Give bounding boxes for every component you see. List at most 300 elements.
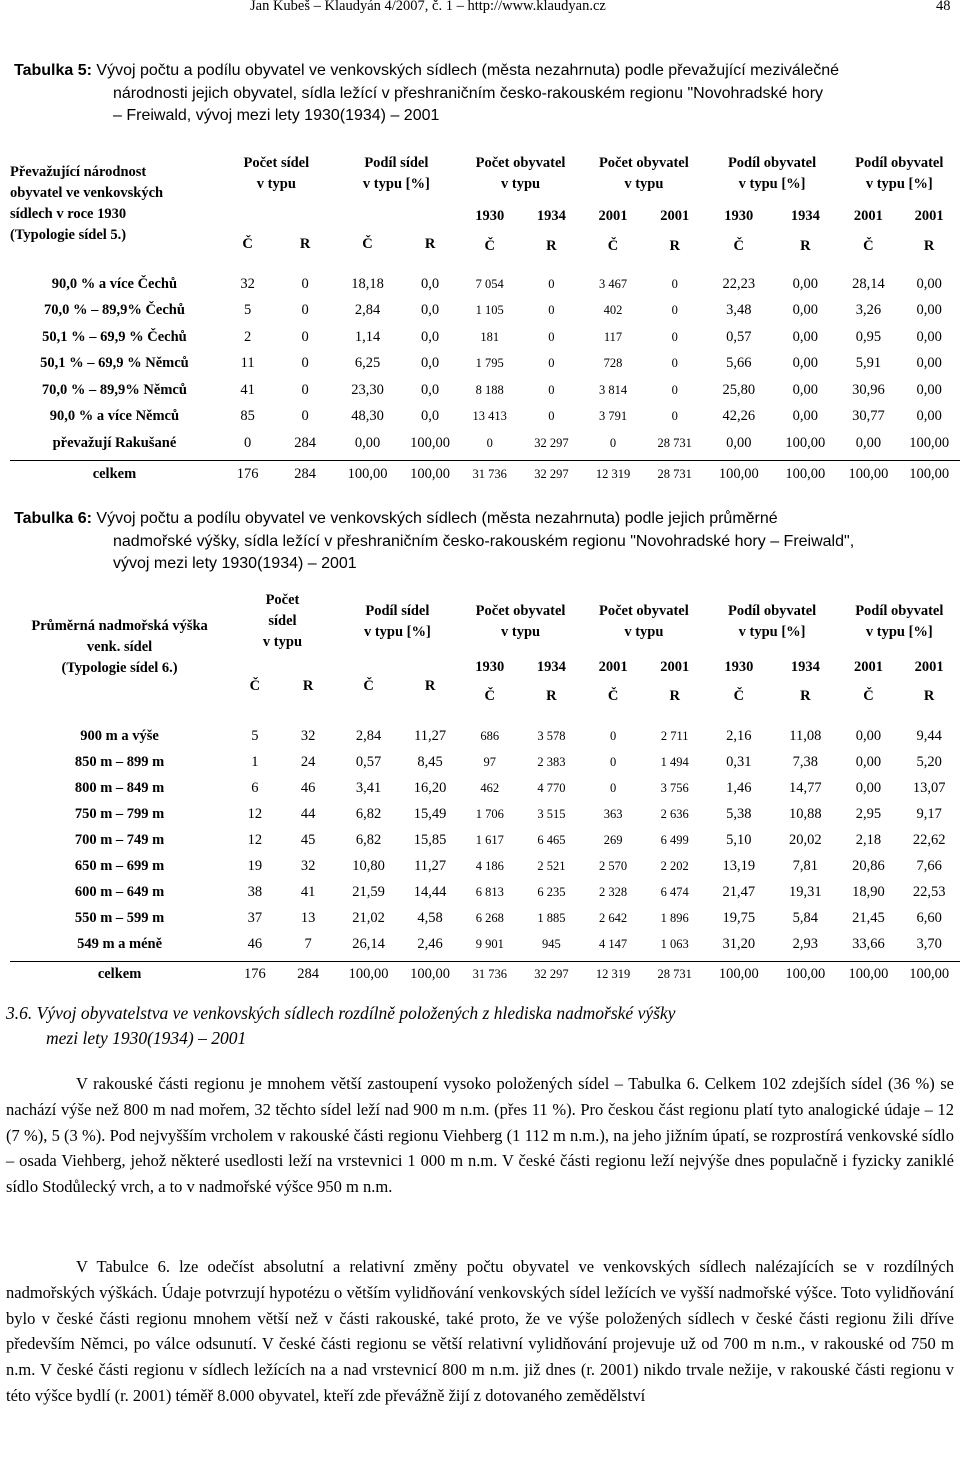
table-cell: 0 [548, 276, 555, 291]
table6-caption-line: vývoj mezi lety 1930(1934) – 2001 [113, 555, 357, 572]
table-cell: 2 521 [537, 858, 566, 873]
table-cell: 5,38 [726, 805, 752, 822]
table-cell: 7,38 [792, 753, 819, 770]
table-cell: 0,00 [855, 779, 882, 796]
corner-line: sídlech v roce 1930 [10, 206, 127, 222]
table-cell: 6 474 [660, 884, 689, 899]
table-cell: 0 [548, 356, 555, 371]
table-cell: 0,0 [421, 408, 440, 425]
table-cell: 18,90 [852, 883, 885, 900]
table-cell: 5,84 [792, 909, 819, 926]
table-row [10, 801, 960, 827]
table-cell: 100,00 [785, 965, 826, 982]
table-cell: 6 235 [537, 884, 566, 899]
table-row [10, 827, 960, 853]
table-cell: 5,20 [916, 753, 942, 770]
table-cell: 100,00 [909, 434, 950, 451]
table-cell: 2,16 [726, 727, 752, 744]
table6-caption [14, 508, 944, 576]
table-cell: 363 [603, 806, 623, 821]
year-cell: 2001 [853, 658, 883, 675]
code-cell: R [800, 687, 811, 704]
table-cell: 100,00 [785, 434, 826, 451]
table-cell: 37 [247, 909, 263, 926]
table-cell: 26,14 [352, 935, 385, 952]
table-cell: 2 202 [660, 858, 689, 873]
code-cell: R [424, 678, 436, 694]
table-cell: 100,00 [410, 965, 451, 982]
table-cell: 1 896 [660, 910, 689, 925]
table-cell: 6,60 [916, 909, 942, 926]
table-cell: 0 [671, 303, 678, 318]
table-cell: 32 297 [534, 435, 569, 450]
table-cell: 2,84 [355, 727, 382, 744]
table-cell: 284 [297, 965, 320, 982]
table-cell: 0,00 [792, 302, 818, 319]
table-row [10, 723, 960, 749]
table-cell: 0,0 [421, 381, 440, 398]
row-label: 800 m – 849 m [74, 779, 165, 796]
table-cell: 181 [480, 329, 500, 344]
table-cell: 728 [603, 356, 623, 371]
table-row [10, 271, 960, 298]
table-cell: 32 [240, 275, 255, 292]
row-label: 700 m – 749 m [74, 831, 165, 848]
year-cell: 2001 [598, 208, 628, 224]
table-row [10, 775, 960, 801]
table-cell: 12 [247, 831, 263, 848]
table-cell: 5 [243, 302, 252, 319]
code-cell: R [923, 237, 935, 254]
table-cell: 100,00 [909, 965, 950, 982]
corner-line: Převažující národnost [10, 164, 147, 180]
table-cell: 10,88 [789, 805, 822, 822]
table-cell: 22,62 [912, 831, 946, 848]
group-header: Počet sídel v typu [262, 592, 303, 650]
table-cell: 7,81 [792, 857, 819, 874]
table-cell: 5,91 [855, 355, 882, 372]
table-cell: 176 [243, 965, 266, 982]
year-cell: 2001 [660, 208, 690, 224]
table-cell: 0,57 [726, 328, 752, 345]
year-cell: 1930 [475, 658, 505, 675]
table-row [10, 324, 960, 351]
table-cell: 269 [603, 832, 623, 847]
table5-caption-line: – Freiwald, vývoj mezi lety 1930(1934) – 2001 [113, 107, 440, 124]
table-cell: 15,85 [413, 831, 447, 848]
table-cell: 18,18 [351, 275, 384, 292]
table-cell: 3 515 [537, 806, 566, 821]
table-cell: 0,95 [855, 328, 882, 345]
corner-line: (Typologie sídel 6.) [61, 660, 178, 676]
row-label: 549 m a méně [77, 935, 163, 952]
table5-caption-line: Vývoj počtu a podílu obyvatel ve venkovských sídlech (města nezahrnuta) podle převažující meziválečné [96, 62, 840, 79]
table-cell: 0,00 [855, 727, 882, 744]
section-heading-line: 3.6. Vývoj obyvatelstva ve venkovských sídlech rozdílně položených z hlediska nadmořské výšky [6, 1003, 676, 1023]
table-cell: 0,00 [916, 408, 942, 425]
table-cell: 0,0 [421, 328, 440, 345]
table-cell: 0,0 [421, 302, 440, 319]
table-cell: 46 [247, 935, 263, 952]
year-cell: 1930 [724, 208, 754, 224]
table-cell: 20,02 [789, 831, 822, 848]
total-label: celkem [97, 965, 142, 982]
table-cell: 6,25 [354, 355, 381, 372]
table-cell: 33,66 [852, 935, 885, 952]
table-cell: 0 [671, 329, 678, 344]
table-cell: 21,45 [852, 909, 885, 926]
table-cell: 3 814 [598, 382, 628, 397]
table-cell: 2,18 [855, 831, 882, 848]
table-cell: 1,46 [726, 779, 752, 796]
code-cell: Č [249, 678, 261, 694]
table-cell: 0,00 [916, 381, 942, 398]
table-cell: 1 706 [475, 806, 504, 821]
code-cell: R [546, 237, 557, 254]
group-header: Počet obyvatel v typu [475, 155, 566, 192]
table-cell: 15,49 [413, 805, 447, 822]
table-cell: 2,46 [417, 935, 443, 952]
table6-body [10, 723, 960, 987]
table-cell: 21,59 [352, 883, 385, 900]
table-cell: 13 [300, 909, 316, 926]
table-cell: 48,30 [351, 408, 384, 425]
table-cell: 0 [243, 434, 252, 451]
group-header: Podíl obyvatel v typu [%] [855, 155, 944, 192]
year-cell: 1934 [536, 208, 566, 224]
table-cell: 0,00 [792, 408, 818, 425]
table-cell: 42,26 [722, 408, 756, 425]
row-label: převažují Rakušané [52, 434, 177, 451]
table-cell: 6 499 [660, 832, 689, 847]
table-row [10, 298, 960, 325]
table-cell: 1 [251, 753, 259, 770]
table-row [10, 905, 960, 931]
year-cell: 1930 [724, 658, 754, 675]
row-label: 50,1 % – 69,9 % Němců [40, 355, 189, 372]
table-cell: 3 467 [598, 276, 628, 291]
table-cell: 6 465 [537, 832, 566, 847]
row-label: 90,0 % a více Němců [49, 408, 180, 425]
table-cell: 10,80 [352, 857, 385, 874]
table-cell: 4 186 [475, 858, 504, 873]
table-cell: 1 617 [475, 832, 504, 847]
table-cell: 5 [251, 727, 259, 744]
code-cell: R [923, 687, 935, 704]
code-cell: R [800, 237, 811, 254]
table-cell: 0 [548, 303, 555, 318]
section-heading-line: mezi lety 1930(1934) – 2001 [46, 1028, 247, 1048]
table-cell: 945 [542, 936, 561, 951]
year-cell: 1930 [475, 208, 505, 224]
table-cell: 1 105 [475, 303, 504, 318]
table-cell: 0,0 [421, 355, 440, 372]
table-cell: 0,00 [916, 302, 942, 319]
table-cell: 11,27 [414, 727, 447, 744]
table-cell: 2 642 [599, 910, 628, 925]
table-cell: 4 147 [599, 936, 628, 951]
table-cell: 0,00 [855, 753, 882, 770]
table-cell: 45 [300, 831, 316, 848]
table-cell: 0 [609, 780, 617, 795]
table-cell: 100,00 [410, 434, 451, 451]
section-heading [6, 1001, 946, 1051]
row-label: 750 m – 799 m [74, 805, 165, 822]
table-cell: 176 [236, 465, 259, 482]
table6-caption-line: Vývoj počtu a podílu obyvatel ve venkovských sídlech (města nezahrnuta) podle jejich průměrné [96, 510, 778, 527]
group-header: Podíl sídel v typu [%] [362, 155, 430, 192]
group-header: Počet obyvatel v typu [598, 602, 689, 640]
table-cell: 13,19 [722, 857, 756, 874]
table-cell: 0,00 [792, 275, 818, 292]
table-cell: 19,75 [722, 909, 756, 926]
table-cell: 2,84 [354, 302, 381, 319]
code-cell: Č [362, 236, 373, 252]
table-cell: 3 791 [598, 409, 628, 424]
table-cell: 28 731 [657, 435, 692, 450]
table-cell: 0,00 [855, 434, 882, 451]
table-row [10, 879, 960, 905]
table-cell: 2 383 [537, 754, 566, 769]
table-cell: 5,10 [726, 831, 752, 848]
table-cell: 100,00 [718, 465, 759, 482]
table-cell: 100,00 [348, 965, 389, 982]
table-cell: 25,80 [722, 381, 756, 398]
year-cell: 2001 [598, 658, 628, 675]
code-cell: Č [484, 237, 495, 254]
table6 [10, 590, 960, 987]
table-cell: 0 [671, 356, 678, 371]
code-cell: R [669, 237, 680, 254]
table-cell: 8 188 [475, 382, 504, 397]
table-cell: 0 [609, 754, 617, 769]
table-cell: 14,44 [413, 883, 447, 900]
table-cell: 28,14 [852, 275, 885, 292]
table-cell: 100,00 [909, 465, 950, 482]
table-cell: 38 [247, 883, 263, 900]
code-cell: Č [607, 687, 619, 704]
table-cell: 6,82 [355, 831, 382, 848]
table-cell: 1 795 [475, 356, 504, 371]
code-cell: Č [733, 687, 745, 704]
table-cell: 100,00 [347, 465, 388, 482]
table-cell: 13,07 [912, 779, 946, 796]
table-cell: 686 [480, 728, 500, 743]
table-cell: 0,00 [916, 328, 942, 345]
code-cell: Č [484, 687, 495, 704]
table-cell: 100,00 [848, 465, 889, 482]
table-cell: 8,45 [417, 753, 443, 770]
table-cell: 0 [548, 409, 555, 424]
corner-line: venk. sídel [86, 639, 153, 655]
code-cell: R [299, 236, 311, 252]
table-cell: 117 [603, 329, 623, 344]
table-cell: 462 [480, 780, 500, 795]
table-cell: 0 [548, 382, 555, 397]
table-cell: 7,66 [916, 857, 942, 874]
table-cell: 32 [300, 857, 316, 874]
table-cell: 41 [300, 883, 316, 900]
table-cell: 22,53 [912, 883, 946, 900]
code-cell: Č [863, 237, 874, 254]
table-cell: 44 [300, 805, 316, 822]
table-cell: 7 [304, 935, 312, 952]
corner-line: Průměrná nadmořská výška [31, 618, 208, 634]
table-cell: 24 [300, 753, 316, 770]
group-header: Podíl obyvatel v typu [%] [727, 602, 817, 640]
table-cell: 0,00 [792, 381, 818, 398]
table-cell: 30,77 [852, 408, 885, 425]
code-cell: R [424, 236, 436, 252]
table5-corner-header [10, 146, 219, 261]
code-cell: Č [363, 678, 374, 694]
row-label: 650 m – 699 m [74, 857, 165, 874]
table-cell: 0 [301, 275, 309, 292]
group-header: Podíl obyvatel v typu [%] [855, 602, 944, 640]
table-cell: 3,26 [855, 302, 882, 319]
table-cell: 28 731 [657, 466, 692, 481]
code-cell: Č [607, 237, 619, 254]
table-cell: 23,30 [351, 381, 384, 398]
table-cell: 0,0 [421, 275, 440, 292]
table-cell: 3,48 [726, 302, 752, 319]
table-row [10, 853, 960, 879]
table-cell: 16,20 [413, 779, 447, 796]
table-cell: 32 297 [534, 466, 569, 481]
table-cell: 2,95 [855, 805, 882, 822]
table-cell: 46 [300, 779, 316, 796]
table-cell: 1 063 [660, 936, 689, 951]
table-cell: 0 [301, 408, 309, 425]
table-cell: 0,00 [792, 328, 818, 345]
table-cell: 12 319 [595, 966, 631, 981]
table5 [10, 146, 960, 487]
row-label: 900 m a výše [80, 727, 159, 744]
table-cell: 9,44 [916, 727, 942, 744]
table-cell: 9,17 [916, 805, 942, 822]
table5-body [10, 271, 960, 487]
table-cell: 100,00 [410, 465, 451, 482]
table-cell: 6 813 [475, 884, 504, 899]
table-cell: 2 328 [599, 884, 628, 899]
table-cell: 21,02 [352, 909, 385, 926]
table-cell: 100,00 [718, 965, 759, 982]
year-cell: 1934 [790, 208, 820, 224]
table-cell: 12 [247, 805, 263, 822]
table-cell: 0,00 [354, 434, 381, 451]
table-cell: 0,00 [792, 355, 818, 372]
row-label: 600 m – 649 m [74, 883, 165, 900]
table-cell: 85 [240, 408, 255, 425]
table-cell: 6,82 [355, 805, 382, 822]
code-cell: Č [242, 236, 253, 252]
table-cell: 0 [609, 435, 617, 450]
table-cell: 41 [240, 381, 255, 398]
table-row [10, 404, 960, 431]
table-cell: 7 054 [475, 276, 504, 291]
page-header [0, 0, 960, 16]
table6-caption-label: Tabulka 6: [14, 510, 92, 527]
table-cell: 21,47 [722, 883, 756, 900]
table-cell: 12 319 [595, 466, 631, 481]
table-cell: 0 [671, 409, 678, 424]
table-cell: 32 297 [534, 966, 569, 981]
group-header: Počet obyvatel v typu [475, 602, 566, 640]
table-cell: 4 770 [537, 780, 566, 795]
total-row [10, 461, 960, 488]
corner-line: (Typologie sídel 5.) [10, 227, 127, 243]
table-cell: 32 [300, 727, 316, 744]
table-cell: 1 885 [537, 910, 566, 925]
table-cell: 6 [251, 779, 259, 796]
code-cell: R [669, 687, 680, 704]
table-row [10, 430, 960, 457]
table-cell: 0 [301, 355, 309, 372]
code-cell: R [302, 678, 314, 694]
total-row [10, 961, 960, 987]
table-cell: 0,00 [726, 434, 752, 451]
year-cell: 2001 [914, 208, 944, 224]
table-cell: 20,86 [852, 857, 885, 874]
table-row [10, 377, 960, 404]
table-cell: 2 636 [660, 806, 689, 821]
table5-caption-line: národnosti jejich obyvatel, sídla ležící v přeshraničním česko-rakouském regionu "Novohradské hory [113, 84, 824, 102]
table-cell: 0 [671, 382, 678, 397]
table-cell: 0,31 [726, 753, 752, 770]
table-cell: 0,00 [916, 355, 942, 372]
table-cell: 14,77 [789, 779, 822, 796]
year-cell: 1934 [536, 658, 566, 675]
table-cell: 3 756 [660, 780, 689, 795]
group-header: Podíl obyvatel v typu [%] [727, 155, 817, 192]
table6-corner-header [10, 590, 229, 711]
table-cell: 9 901 [475, 936, 504, 951]
table-cell: 0,57 [355, 753, 382, 770]
total-label: celkem [92, 465, 137, 482]
code-cell: Č [733, 237, 745, 254]
table-cell: 31 736 [472, 966, 507, 981]
year-cell: 1934 [790, 658, 820, 675]
table-cell: 3,70 [916, 935, 942, 952]
row-label: 850 m – 899 m [74, 753, 165, 770]
table-cell: 284 [294, 465, 316, 482]
table-cell: 6 268 [475, 910, 504, 925]
row-label: 550 m – 599 m [74, 909, 165, 926]
table-cell: 19,31 [789, 883, 822, 900]
table-cell: 2,93 [792, 935, 819, 952]
table-cell: 0 [671, 276, 678, 291]
table-cell: 100,00 [848, 965, 889, 982]
table-cell: 0 [609, 728, 617, 743]
table5-caption-label: Tabulka 5: [14, 62, 92, 79]
year-cell: 2001 [914, 658, 944, 675]
table-cell: 284 [294, 434, 316, 451]
row-label: 70,0 % – 89,9% Čechů [43, 302, 185, 319]
table-cell: 1,14 [354, 328, 381, 345]
table-cell: 19 [247, 857, 263, 874]
table-cell: 2 711 [660, 728, 689, 743]
year-cell: 2001 [660, 658, 690, 675]
row-label: 90,0 % a více Čechů [51, 275, 178, 292]
corner-line: obyvatel ve venkovských [10, 185, 164, 201]
table-cell: 0 [548, 329, 555, 344]
code-cell: Č [863, 687, 874, 704]
table-cell: 11 [240, 355, 255, 372]
table-cell: 3,41 [355, 779, 382, 796]
table-cell: 22,23 [722, 275, 756, 292]
row-label: 50,1 % – 69,9 % Čechů [42, 328, 187, 345]
body-paragraph: V Tabulce 6. lze odečíst absolutní a relativní změny počtu obyvatel ve venkovských sídlech nalézajících se v rozdílných nadmořských výškách. Údaje potvrzují hypotézu o větším vylidňování venkovských sídel ležících ve vyšší nadmořské výšce. Toto vylidňování bylo v české části regionu mnohem větší než v části rakouské, také proto, že ve výše položených sídlech v české části regionu žili dříve především Němci, po válce odsunutí. V české části regionu se větší relativní vylidňování projevuje už od 700 m n.m., v rakouské od 750 m n.m. V české části regionu v sídlech ležících na a nad vrstevnicí 800 m n.m. již dnes (r. 2001) nikdo trvale nežije, v rakouské části regionu v této výšce bydlí (r. 2001) téměř 8.000 obyvatel, kteří zde převážně žijí z dotovaného zemědělství [6, 1257, 954, 1405]
